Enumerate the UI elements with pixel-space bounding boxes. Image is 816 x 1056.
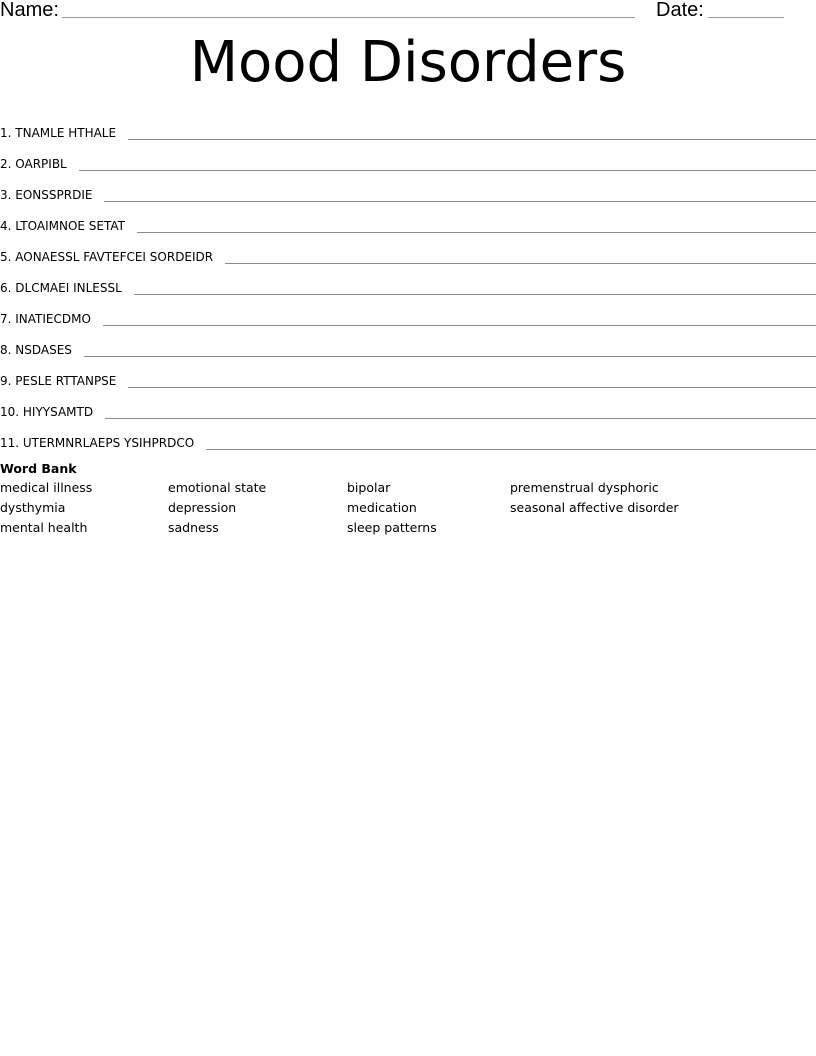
word-bank-title: Word Bank — [0, 461, 77, 476]
question-row — [0, 390, 816, 421]
answer-line[interactable] — [206, 449, 816, 450]
scrambled-word: 9. PESLE RTTANPSE — [0, 374, 117, 388]
question-row — [0, 421, 816, 452]
scrambled-word: 11. UTERMNRLAEPS YSIHPRDCO — [0, 436, 195, 450]
word-bank-item: premenstrual dysphoric — [510, 480, 659, 495]
question-row — [0, 111, 816, 142]
question-row — [0, 266, 816, 297]
scrambled-word: 6. DLCMAEI INLESSL — [0, 281, 122, 295]
word-bank-grid — [0, 480, 816, 550]
question-row — [0, 142, 816, 173]
name-label: Name: — [0, 0, 59, 21]
answer-line[interactable] — [225, 263, 816, 264]
question-row — [0, 359, 816, 390]
answer-line[interactable] — [128, 139, 816, 140]
worksheet-title: Mood Disorders — [189, 30, 627, 95]
scrambled-word: 5. AONAESSL FAVTEFCEI SORDEIDR — [0, 250, 214, 264]
word-bank-item: medication — [347, 500, 417, 515]
answer-line[interactable] — [137, 232, 816, 233]
word-bank-item: seasonal affective disorder — [510, 500, 679, 515]
worksheet-header — [0, 0, 816, 24]
word-bank-item: medical illness — [0, 480, 93, 495]
question-row — [0, 173, 816, 204]
word-bank-item: emotional state — [168, 480, 267, 495]
answer-line[interactable] — [104, 201, 816, 202]
scrambled-word: 4. LTOAIMNOE SETAT — [0, 219, 125, 233]
answer-line[interactable] — [103, 325, 816, 326]
question-row — [0, 328, 816, 359]
question-list — [0, 111, 816, 452]
question-row — [0, 297, 816, 328]
answer-line[interactable] — [79, 170, 816, 171]
question-row — [0, 204, 816, 235]
date-field[interactable] — [708, 17, 784, 18]
scrambled-word: 10. HIYYSAMTD — [0, 405, 94, 419]
date-label: Date: — [656, 0, 704, 21]
scrambled-word: 7. INATIECDMO — [0, 312, 91, 326]
word-bank — [0, 460, 816, 550]
word-bank-item: bipolar — [347, 480, 391, 495]
word-bank-item: depression — [168, 500, 237, 515]
word-bank-item: mental health — [0, 520, 88, 535]
scrambled-word: 3. EONSSPRDIE — [0, 188, 93, 202]
word-bank-item: sleep patterns — [347, 520, 437, 535]
scrambled-word: 1. TNAMLE HTHALE — [0, 126, 117, 140]
answer-line[interactable] — [84, 356, 816, 357]
name-field[interactable] — [62, 17, 635, 18]
scrambled-word: 2. OARPIBL — [0, 157, 67, 171]
word-bank-item: sadness — [168, 520, 219, 535]
question-row — [0, 235, 816, 266]
answer-line[interactable] — [134, 294, 816, 295]
answer-line[interactable] — [105, 418, 816, 419]
word-bank-item: dysthymia — [0, 500, 66, 515]
scrambled-word: 8. NSDASES — [0, 343, 72, 357]
answer-line[interactable] — [128, 387, 816, 388]
